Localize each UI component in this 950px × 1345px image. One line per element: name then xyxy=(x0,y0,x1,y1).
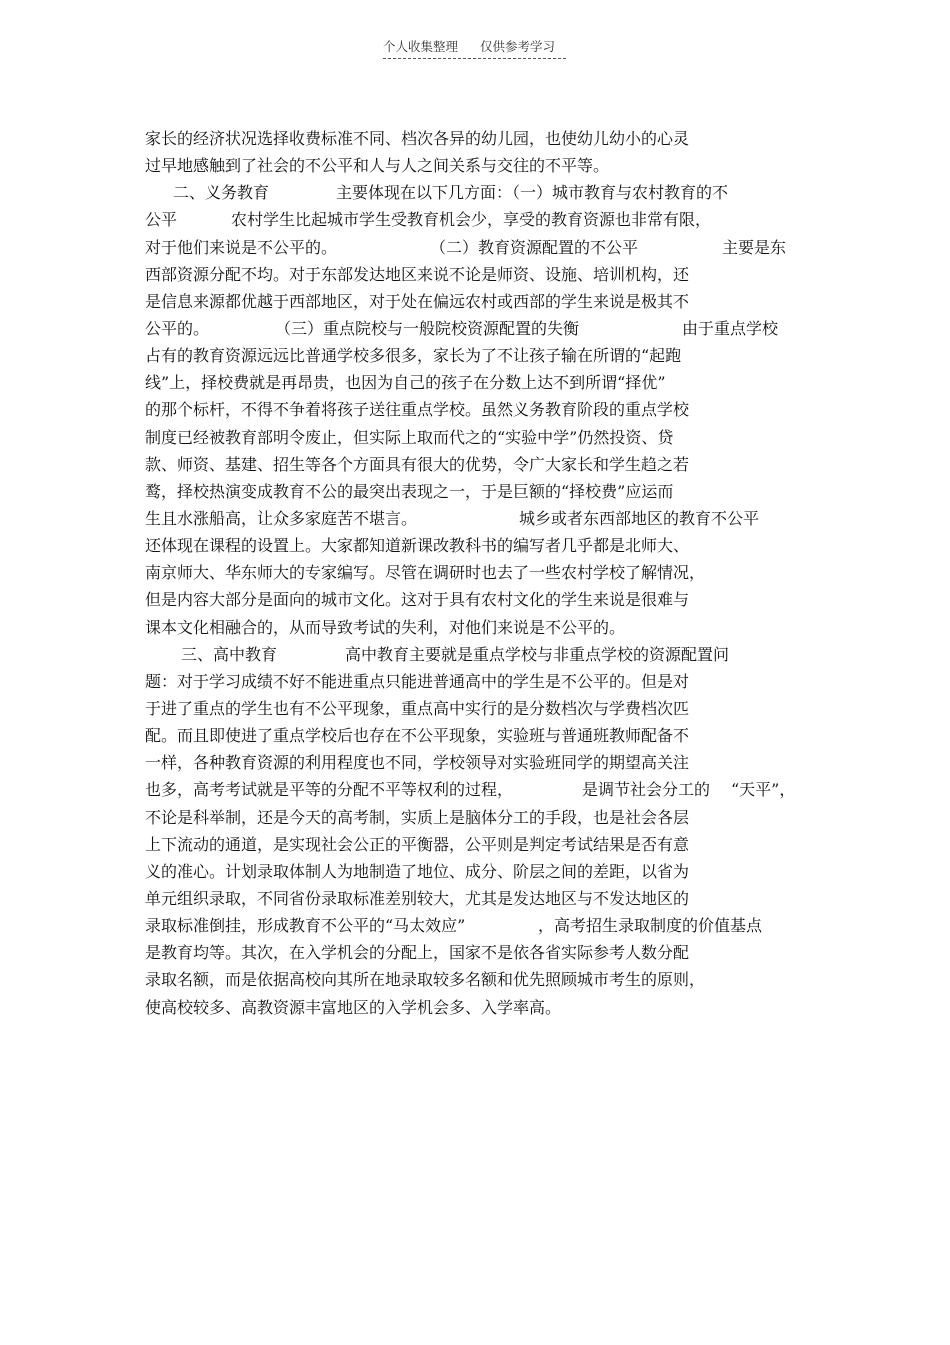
document-body xyxy=(145,125,815,1021)
text-line xyxy=(145,288,815,315)
text-segment: 生且水涨船高，让众多家庭苦不堪言。 xyxy=(145,508,418,528)
text-segment: 一样，各种教育资源的利用程度也不同，学校领导对实验班同学的期望高关注 xyxy=(145,753,690,773)
text-segment: 公平 xyxy=(145,210,178,230)
text-segment: 城乡或者东西部地区的教育不公平 xyxy=(519,508,760,528)
text-line xyxy=(145,396,815,423)
text-segment: 二、义务教育 xyxy=(173,183,270,203)
text-segment: 占有的教育资源远远比普通学校多很多，家长为了不让孩子输在所谓的“起跑 xyxy=(145,346,682,366)
text-segment: 线”上，择校费就是再昂贵，也因为自己的孩子在分数上达不到所谓“择优” xyxy=(145,373,666,393)
text-line xyxy=(145,478,815,505)
header-left-text: 个人收集整理 xyxy=(383,39,459,54)
text-segment: 也多，高考考试就是平等的分配不平等权利的过程， xyxy=(145,780,514,800)
text-segment: 题：对于学习成绩不好不能进重点只能进普通高中的学生是不公平的。但是对 xyxy=(145,671,690,691)
text-line xyxy=(145,234,815,261)
text-segment: 但是内容大部分是面向的城市文化。这对于具有农村文化的学生来说是很难与 xyxy=(145,590,690,610)
text-line xyxy=(145,125,815,152)
text-line xyxy=(145,641,815,668)
text-segment: （二）教育资源配置的不公平 xyxy=(430,237,639,257)
text-segment: 还体现在课程的设置上。大家都知道新课改教科书的编写者几乎都是北师大、 xyxy=(145,536,690,556)
text-segment: 过早地感触到了社会的不公平和人与人之间关系与交往的不平等。 xyxy=(145,156,610,176)
text-line xyxy=(145,912,815,939)
text-segment: 录取名额，而是依据高校向其所在地录取较多名额和优先照顾城市考生的原则， xyxy=(145,970,706,990)
text-line xyxy=(145,804,815,831)
text-segment: 是教育均等。其次，在入学机会的分配上，国家不是依各省实际参考人数分配 xyxy=(145,943,690,963)
text-segment: 南京师大、华东师大的专家编写。尽管在调研时也去了一些农村学校了解情况， xyxy=(145,563,706,583)
text-segment: 主要体现在以下几方面：（一）城市教育与农村教育的不 xyxy=(336,183,729,203)
text-line xyxy=(145,831,815,858)
text-line xyxy=(145,614,815,641)
text-line xyxy=(145,505,815,532)
text-line xyxy=(145,695,815,722)
text-line xyxy=(145,749,815,776)
text-segment: 单元组织录取，不同省份录取标准差别较大，尤其是发达地区与不发达地区的 xyxy=(145,888,690,908)
text-line xyxy=(145,369,815,396)
text-line xyxy=(145,776,815,803)
text-segment: 农村学生比起城市学生受教育机会少，享受的教育资源也非常有限， xyxy=(231,210,712,230)
text-segment: 款、师资、基建、招生等各个方面具有很大的优势，令广大家长和学生趋之若 xyxy=(145,454,690,474)
header-right-text: 仅供参考学习 xyxy=(480,39,556,54)
text-segment: ，高考招生录取制度的价值基点 xyxy=(538,916,763,936)
text-line xyxy=(145,858,815,885)
text-line xyxy=(145,342,815,369)
text-segment: 的那个标杆，不得不争着将孩子送往重点学校。虽然义务教育阶段的重点学校 xyxy=(145,400,690,420)
text-line xyxy=(145,586,815,613)
text-segment: 录取标准倒挂，形成教育不公平的“马太效应” xyxy=(145,916,466,936)
text-segment: 高中教育主要就是重点学校与非重点学校的资源配置问 xyxy=(345,644,730,664)
text-line xyxy=(145,451,815,478)
text-segment: 三、高中教育 xyxy=(181,644,278,664)
text-segment: 上下流动的通道，是实现社会公正的平衡器，公平则是判定考试结果是否有意 xyxy=(145,834,690,854)
text-line xyxy=(145,179,815,206)
text-segment: 课本文化相融合的，从而导致考试的失利，对他们来说是不公平的。 xyxy=(145,617,626,637)
text-line xyxy=(145,424,815,451)
text-segment: 制度已经被教育部明令废止，但实际上取而代之的“实验中学”仍然投资、贷 xyxy=(145,427,674,447)
text-segment: 配。而且即使进了重点学校后也存在不公平现象，实验班与普通班教师配备不 xyxy=(145,726,690,746)
text-segment: 鹜，择校热演变成教育不公的最突出表现之一，于是巨额的“择校费”应运而 xyxy=(145,481,674,501)
text-segment: 于进了重点的学生也有不公平现象，重点高中实行的是分数档次与学费档次匹 xyxy=(145,698,690,718)
text-segment: 由于重点学校 xyxy=(682,318,779,338)
text-line xyxy=(145,261,815,288)
text-segment: 是调节社会分工的 xyxy=(582,780,711,800)
text-segment: 西部资源分配不均。对于东部发达地区来说不论是师资、设施、培训机构，还 xyxy=(145,264,690,284)
text-line xyxy=(145,532,815,559)
text-segment: 家长的经济状况选择收费标准不同、档次各异的幼儿园，也使幼儿幼小的心灵 xyxy=(145,129,690,148)
text-line xyxy=(145,722,815,749)
text-segment: 公平的。 xyxy=(145,318,210,338)
text-line xyxy=(145,152,815,179)
text-segment: 义的准心。计划录取体制人为地制造了地位、成分、阶层之间的差距，以省为 xyxy=(145,861,690,881)
text-line xyxy=(145,206,815,233)
text-line xyxy=(145,668,815,695)
text-line xyxy=(145,966,815,993)
text-line xyxy=(145,559,815,586)
text-segment: “天平”， xyxy=(731,780,796,800)
text-segment: 使高校较多、高教资源丰富地区的入学机会多、入学率高。 xyxy=(145,997,562,1017)
text-segment: 是信息来源都优越于西部地区，对于处在偏远农村或西部的学生来说是极其不 xyxy=(145,291,690,311)
text-line xyxy=(145,939,815,966)
text-segment: 主要是东 xyxy=(722,237,787,257)
text-segment: 不论是科举制，还是今天的高考制，实质上是脑体分工的手段，也是社会各层 xyxy=(145,807,690,827)
text-segment: （三）重点院校与一般院校资源配置的失衡 xyxy=(275,318,580,338)
text-line xyxy=(145,315,815,342)
text-line xyxy=(145,885,815,912)
page-header xyxy=(383,38,566,59)
text-line xyxy=(145,994,815,1021)
text-segment: 对于他们来说是不公平的。 xyxy=(145,237,338,257)
